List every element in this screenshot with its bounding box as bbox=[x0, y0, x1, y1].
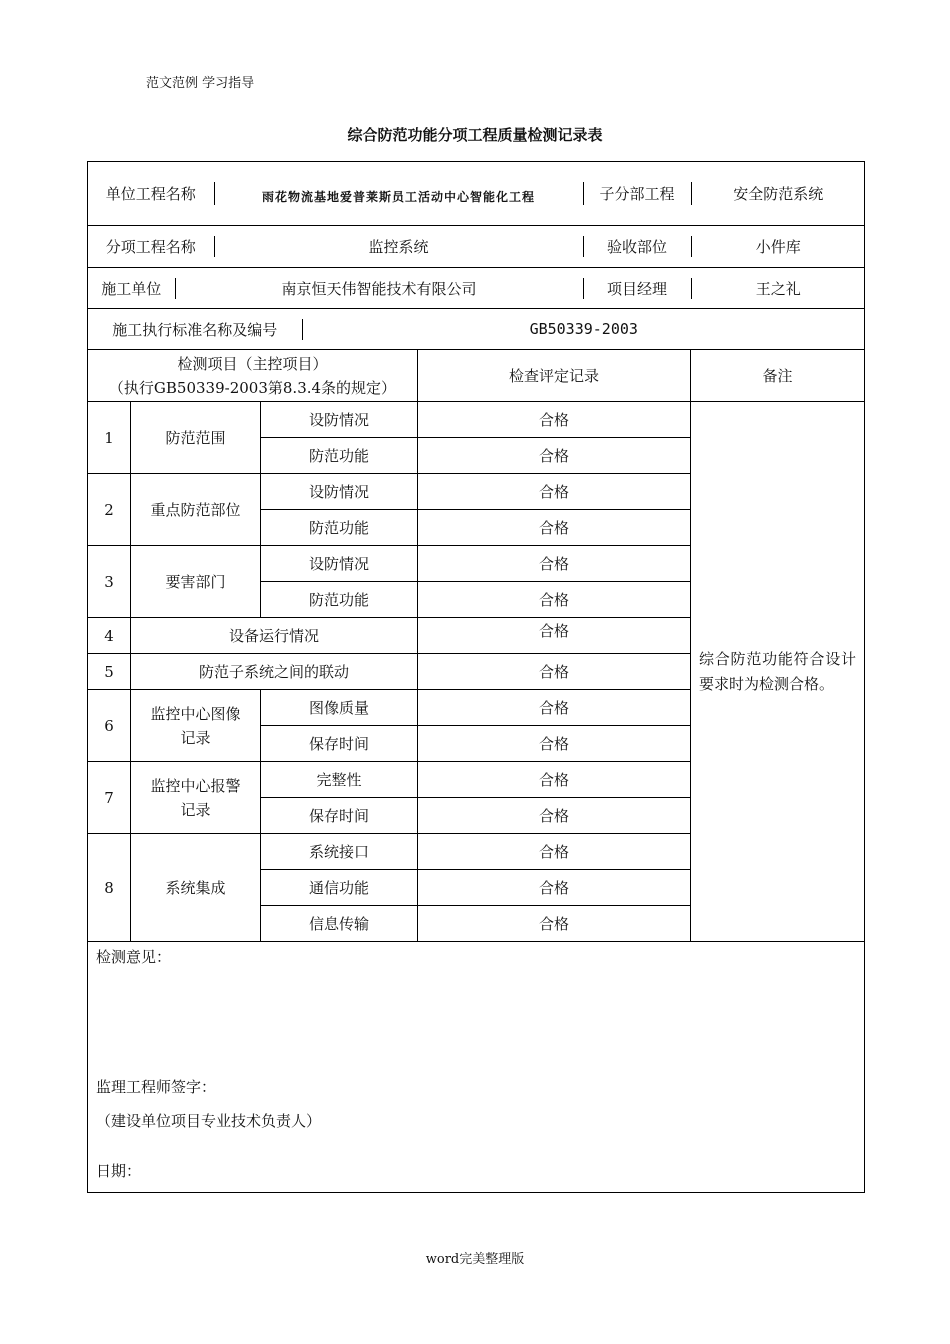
row-number: 2 bbox=[88, 474, 131, 546]
sub-item: 防范功能 bbox=[261, 510, 418, 546]
item-name bbox=[131, 690, 261, 762]
sub-item: 设防情况 bbox=[261, 402, 418, 438]
item-column-header-line2: （执行GB50339-2003第8.3.4条的规定） bbox=[108, 378, 397, 397]
sub-item: 信息传输 bbox=[261, 906, 418, 942]
manager-value: 王之礼 bbox=[755, 279, 801, 298]
result: 合格 bbox=[418, 510, 691, 546]
sub-item: 图像质量 bbox=[261, 690, 418, 726]
remark-column-header: 备注 bbox=[691, 350, 865, 402]
item-project-row bbox=[88, 226, 865, 268]
result: 合格 bbox=[418, 906, 691, 942]
sub-item: 系统接口 bbox=[261, 834, 418, 870]
supervisor-signature-label: 监理工程师签字： bbox=[96, 1078, 217, 1096]
item-column-header-line1: 检测项目（主控项目） bbox=[177, 354, 328, 373]
opinion-section bbox=[88, 942, 865, 1193]
result: 合格 bbox=[418, 690, 691, 726]
date-label: 日期： bbox=[96, 1162, 142, 1180]
sub-item: 防范功能 bbox=[261, 438, 418, 474]
result: 合格 bbox=[418, 654, 691, 690]
item-name-line1: 监控中心报警 bbox=[150, 776, 241, 795]
remark-cell: 综合防范功能符合设计要求时为检测合格。 bbox=[691, 402, 865, 942]
row-number: 4 bbox=[88, 618, 131, 654]
contractor-value: 南京恒天伟智能技术有限公司 bbox=[175, 278, 583, 299]
standard-value: GB50339-2003 bbox=[529, 320, 638, 338]
result: 合格 bbox=[418, 870, 691, 906]
item-name bbox=[131, 762, 261, 834]
sub-item: 防范功能 bbox=[261, 582, 418, 618]
item-name: 要害部门 bbox=[131, 546, 261, 618]
item-name-line2: 记录 bbox=[180, 728, 211, 747]
contractor-label: 施工单位 bbox=[88, 278, 175, 299]
result: 合格 bbox=[418, 798, 691, 834]
sub-item: 保存时间 bbox=[261, 798, 418, 834]
opinion-label: 检测意见： bbox=[96, 948, 172, 966]
unit-project-label: 单位工程名称 bbox=[88, 182, 214, 205]
form-title: 综合防范功能分项工程质量检测记录表 bbox=[347, 126, 603, 144]
page-header: 范文范例 学习指导 bbox=[146, 76, 255, 91]
item-name-line2: 记录 bbox=[180, 800, 211, 819]
row-number: 5 bbox=[88, 654, 131, 690]
result: 合格 bbox=[418, 582, 691, 618]
sub-item: 设防情况 bbox=[261, 546, 418, 582]
row-number: 8 bbox=[88, 834, 131, 942]
record-column-header: 检查评定记录 bbox=[418, 350, 691, 402]
result: 合格 bbox=[418, 726, 691, 762]
item-name: 设备运行情况 bbox=[131, 618, 418, 654]
acceptance-part-label: 验收部位 bbox=[583, 236, 691, 257]
item-name: 防范范围 bbox=[131, 402, 261, 474]
item-project-value: 监控系统 bbox=[214, 236, 583, 257]
item-name: 系统集成 bbox=[131, 834, 261, 942]
result: 合格 bbox=[418, 546, 691, 582]
standard-row bbox=[88, 309, 865, 350]
row-number: 1 bbox=[88, 402, 131, 474]
item-name-line1: 监控中心图像 bbox=[150, 704, 241, 723]
item-name: 重点防范部位 bbox=[131, 474, 261, 546]
item-project-label: 分项工程名称 bbox=[88, 236, 214, 257]
row-number: 6 bbox=[88, 690, 131, 762]
row-number: 3 bbox=[88, 546, 131, 618]
row-number: 7 bbox=[88, 762, 131, 834]
item-name: 防范子系统之间的联动 bbox=[131, 654, 418, 690]
contractor-row bbox=[88, 268, 865, 309]
page-footer: word完美整理版 bbox=[425, 1252, 525, 1267]
result: 合格 bbox=[418, 402, 691, 438]
sub-item: 保存时间 bbox=[261, 726, 418, 762]
acceptance-part-value: 小件库 bbox=[755, 238, 801, 256]
result: 合格 bbox=[418, 438, 691, 474]
result: 合格 bbox=[418, 618, 691, 654]
manager-label: 项目经理 bbox=[583, 278, 691, 299]
sub-item: 设防情况 bbox=[261, 474, 418, 510]
item-column-header bbox=[88, 350, 418, 402]
sub-item: 完整性 bbox=[261, 762, 418, 798]
sub-division-label: 子分部工程 bbox=[583, 182, 691, 205]
result: 合格 bbox=[418, 834, 691, 870]
result: 合格 bbox=[418, 474, 691, 510]
standard-label: 施工执行标准名称及编号 bbox=[88, 319, 302, 340]
sub-division-value: 安全防范系统 bbox=[733, 185, 824, 203]
unit-project-row bbox=[88, 162, 865, 226]
unit-project-value: 雨花物流基地爱普莱斯员工活动中心智能化工程 bbox=[214, 182, 583, 205]
sub-item: 通信功能 bbox=[261, 870, 418, 906]
builder-responsible-label: （建设单位项目专业技术负责人） bbox=[96, 1112, 322, 1130]
result: 合格 bbox=[418, 762, 691, 798]
inspection-form-table bbox=[87, 161, 865, 1193]
